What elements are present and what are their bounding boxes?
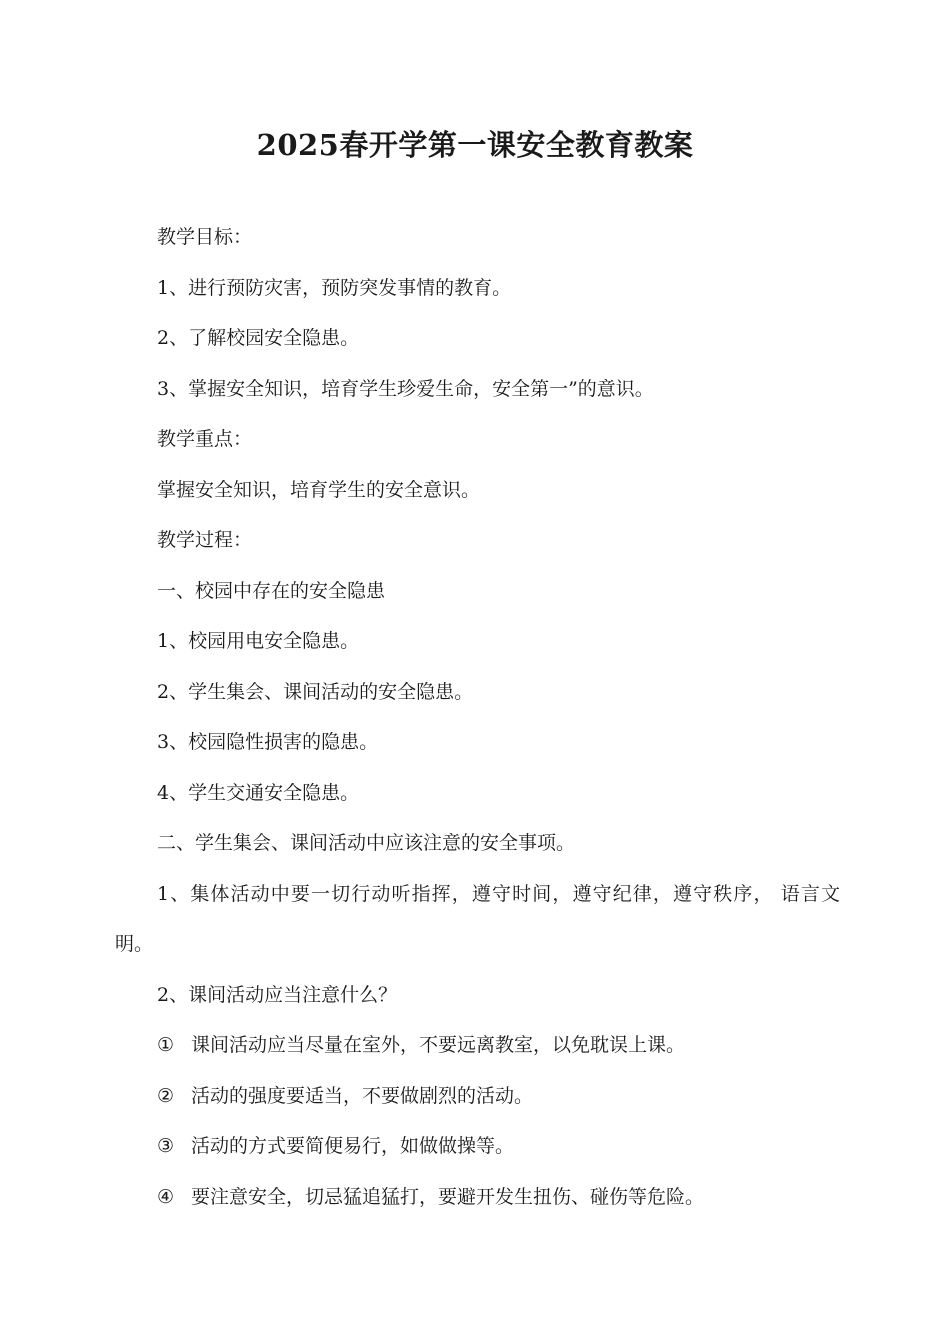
paragraph-teaching-goals-heading: 教学目标： [157, 226, 253, 248]
paragraph: 3、校园隐性损害的隐患。 [157, 731, 379, 753]
paragraph-teaching-process-heading: 教学过程： [157, 529, 253, 551]
list-item-text: 要注意安全，切忌猛追猛打，要避开发生扭伤、碰伤等危险。 [191, 1185, 705, 1208]
list-marker: ② [157, 1084, 175, 1107]
paragraph-teaching-focus-heading: 教学重点： [157, 428, 253, 450]
list-item-text: 课间活动应当尽量在室外，不要远离教室，以免耽误上课。 [191, 1034, 686, 1056]
list-item [115, 1020, 840, 1071]
paragraph: 1、集体活动中要一切行动听指挥，遵守时间，遵守纪律，遵守秩序， 语言文明。 [115, 882, 840, 955]
list-item [115, 1121, 840, 1172]
paragraph: 2、了解校园安全隐患。 [157, 327, 360, 349]
paragraph: 3、掌握安全知识，培育学生珍爱生命，安全第一”的意识。 [157, 377, 654, 400]
paragraph: 掌握安全知识，培育学生的安全意识。 [157, 478, 481, 501]
list-item [115, 1172, 840, 1223]
paragraph: 2、学生集会、课间活动的安全隐患。 [157, 680, 474, 703]
list-item-text: 活动的方式要简便易行，如做做操等。 [191, 1135, 515, 1157]
list-item [115, 1071, 840, 1122]
list-marker: ① [157, 1034, 175, 1056]
paragraph: 4、学生交通安全隐患。 [157, 781, 360, 804]
paragraph: 2、课间活动应当注意什么？ [157, 983, 398, 1006]
document-body [115, 212, 840, 1222]
section-heading: 一、校园中存在的安全隐患 [157, 579, 386, 602]
paragraph: 1、进行预防灾害，预防突发事情的教育。 [157, 276, 512, 299]
document-title: 2025春开学第一课安全教育教案 [256, 128, 694, 163]
list-marker: ③ [157, 1135, 175, 1157]
list-marker: ④ [157, 1185, 175, 1208]
section-heading: 二、学生集会、课间活动中应该注意的安全事项。 [157, 832, 576, 854]
paragraph: 1、校园用电安全隐患。 [157, 630, 360, 652]
list-item-text: 活动的强度要适当，不要做剧烈的活动。 [191, 1084, 534, 1107]
